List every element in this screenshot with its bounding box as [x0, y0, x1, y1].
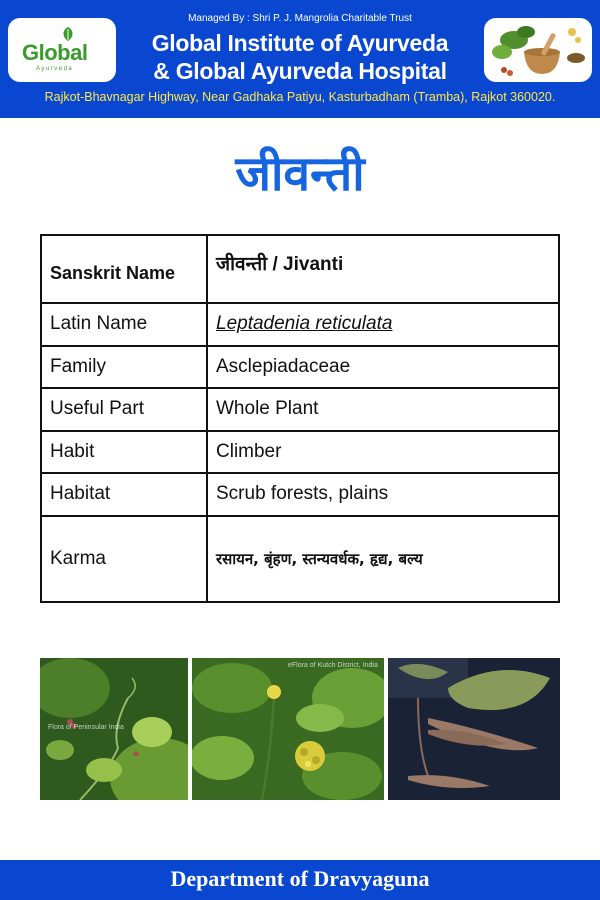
sanskrit-value-separator: /: [267, 254, 284, 275]
plant-photo-flowers: [192, 658, 384, 800]
institute-name-line2: & Global Ayurveda Hospital: [153, 58, 447, 84]
karma-value: [207, 516, 559, 602]
habit-label: Habit: [41, 431, 207, 474]
plant-info-table: [40, 234, 560, 603]
table-row: [41, 431, 559, 474]
sanskrit-name-value: [207, 235, 559, 303]
herbs-mortar-image: [484, 18, 592, 82]
latin-name-text: Leptadenia reticulata: [216, 313, 393, 335]
karma-label: Karma: [41, 516, 207, 602]
address-text: Rajkot-Bhavnagar Highway, Near Gadhaka Patiyu, Kasturbadham (Tramba), Rajkot 360020.: [44, 90, 556, 104]
table-row: [41, 303, 559, 346]
table-row: [41, 516, 559, 602]
logo-subtext: Ayurveda: [36, 66, 74, 72]
photo2-watermark: eFlora of Kutch District, India: [288, 662, 378, 669]
family-label: Family: [41, 346, 207, 389]
header-banner: [0, 0, 600, 118]
family-value: Asclepiadaceae: [207, 346, 559, 389]
table-row: [41, 388, 559, 431]
habit-value: Climber: [207, 431, 559, 474]
latin-name-label: Latin Name: [41, 303, 207, 346]
useful-part-value: Whole Plant: [207, 388, 559, 431]
plant-photo-pods: [388, 658, 560, 800]
table-row: [41, 346, 559, 389]
sanskrit-name-label: Sanskrit Name: [41, 235, 207, 303]
photo1-watermark: Flora of Peninsular India: [48, 724, 124, 731]
managed-by-text: Managed By : Shri P. J. Mangrolia Charitable Trust: [188, 13, 412, 24]
logo-text: Global: [22, 40, 88, 65]
page-title: जीवन्ती: [235, 146, 365, 202]
karma-text: रसायन, बृंहण, स्तन्यवर्धक, हृद्य, बल्य: [216, 549, 423, 568]
global-ayurveda-logo: [8, 18, 116, 82]
habitat-label: Habitat: [41, 473, 207, 516]
latin-name-value: [207, 303, 559, 346]
habitat-value: Scrub forests, plains: [207, 473, 559, 516]
plant-photo-vine: [40, 658, 188, 800]
table-row: [41, 473, 559, 516]
footer-department: Department of Dravyaguna: [0, 860, 600, 900]
sanskrit-value-english: Jivanti: [283, 254, 344, 275]
institute-name-line1: Global Institute of Ayurveda: [151, 30, 449, 56]
sanskrit-value-hindi: जीवन्ती: [216, 253, 268, 275]
useful-part-label: Useful Part: [41, 388, 207, 431]
table-row: [41, 235, 559, 303]
